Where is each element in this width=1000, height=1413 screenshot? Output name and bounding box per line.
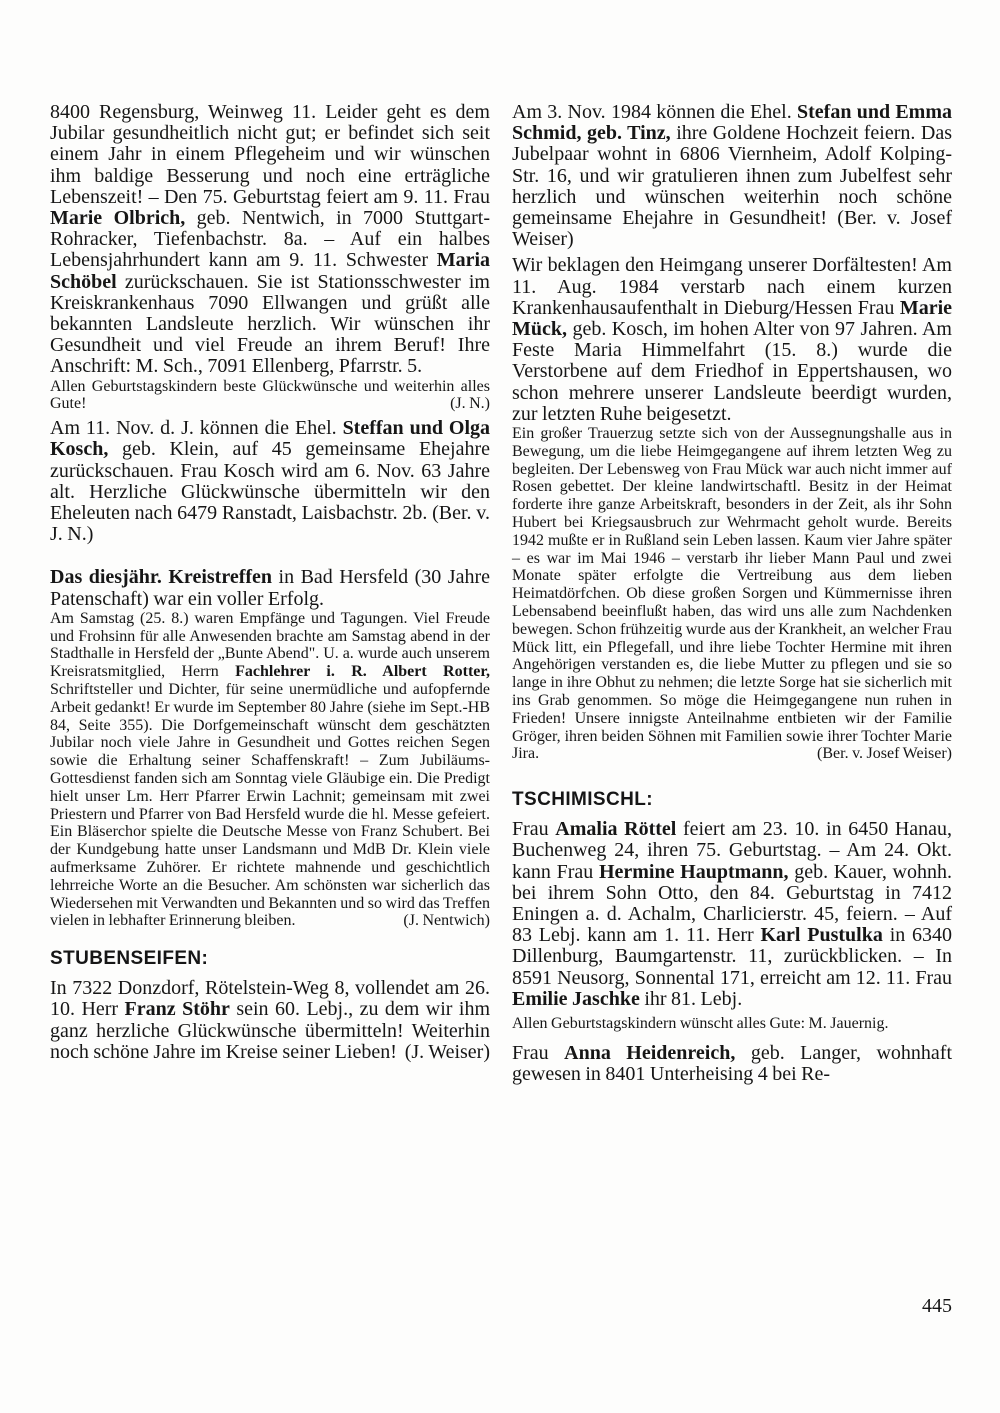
title-kreistreffen: Das diesjähr. Kreistreffen — [50, 566, 273, 589]
paragraph-greetings-jn: Allen Geburtstagskindern beste Glückwünsche und weiterhin alles Gute! (J. N.) — [50, 377, 490, 413]
paragraph-kreistreffen: Das diesjähr. Kreistreffen in Bad Hersfeld (30 Jahre Patenschaft) war ein voller Erfolg. — [50, 566, 490, 610]
paragraph-kosch: Am 11. Nov. d. J. können die Ehel. Steffan und Olga Kosch, geb. Klein, auf 45 gemeinsame Ehejahre zurückschauen. Frau Kosch wird am 6. Nov. 63 Jahre alt. Herzliche Glückwünsche übermitteln wir den Eheleuten nach 6479 Ranstadt, Laisbachstr. 2b. (Ber. v. J. N.) — [50, 417, 491, 546]
page-number: 445 — [922, 1295, 952, 1317]
section-heading-stubenseifen: STUBENSEIFEN: — [50, 948, 209, 970]
name-anna-heidenreich: Anna Heidenreich, — [564, 1041, 736, 1064]
paragraph-greetings-jauernig: Allen Geburtstagskindern wünscht alles Gute: M. Jauernig. — [512, 1015, 889, 1033]
signature: (Ber. v. Josef Weiser) — [817, 745, 952, 763]
name-marie-mueck: Marie Mück, — [512, 296, 952, 341]
paragraph-stoehr: In 7322 Donzdorf, Rötelstein-Weg 8, vollendet am 26. 10. Herr Franz Stöhr sein 60. Lebj., zu dem wir ihm ganz herzliche Glückwünsche übermitteln! Weiterhin noch schöne Jahre im Kreise seiner Lieben! (J. Weiser) — [50, 977, 491, 1063]
name-franz-stoehr: Franz Stöhr — [124, 998, 230, 1021]
paragraph-kreistreffen-report: Am Samstag (25. 8.) waren Empfänge und Tagungen. Viel Freude und Frohsinn für alle Anwesenden brachte am Samstag abend in der Stadthalle in Hersfeld der „Bunte Abend". U. a. wurde auch unserem Kreisratsmitglied, Herrn Fachlehrer i. R. Albert Rotter, Schriftsteller und Dichter, für seine unermüdliche und aufopfernde Arbeit gedankt! Er wurde im September 80 Jahre (siehe im Sept.-HB 84, Seite 355). Die Dorfgemeinschaft wünscht dem geschätzten Jubilar noch viele Jahre in Gesundheit und Gottes reichen Segen sowie die Erhaltung seiner Schaffenskraft! – Zum Jubiläums-Gottesdienst fanden sich am Sonntag viele Gläubige ein. Die Predigt hielt unser Lm. Herr Pfarrer Erwin Lachnit; gemeinsam mit zwei Priestern und Pfarrer von Bad Hersfeld wurde die hl. Messe gefeiert. Ein Bläserchor spielte die Deutsche Messe von Franz Schubert. Bei der Kundgebung hatte unser Landsmann und MdB Dr. Klein viele aufmerksame Zuhörer. Er richtete mahnende und geschichtlich lehrreiche Worte an die Besucher. Am schönsten war sicherlich das Wiedersehen mit Verwandten und Bekannten und so wird das Treffen vielen in lebhafter Erinnerung bleiben. (J. Nentwich) — [50, 609, 490, 930]
name-stefan-emma-schmid: Stefan und Emma Schmid, geb. Tinz, — [512, 101, 953, 145]
paragraph-tschimischl-birthdays: Frau Amalia Röttel feiert am 23. 10. in 6450 Hanau, Buchenweg 24, ihren 75. Geburtstag. – Am 24. Okt. kann Frau Hermine Hauptmann, geb. Kauer, wohnh. bei ihrem Sohn Otto, den 84. Geburtstag in 7412 Eningen a. d. Achalm, Charlicierstr. 45, feiern. – Auf 83 Lebj. kann am 1. 11. Herr Karl Pustulka in 6340 Dillenburg, Baumgartenstr. 11, zurückblicken. – In 8591 Neusorg, Sonnental 171, erreicht am 12. 11. Frau Emilie Jaschke ihr 81. Lebj. — [512, 818, 953, 1010]
signature: (J. N.) — [450, 395, 490, 413]
signature: (J. Nentwich) — [403, 912, 490, 930]
paragraph-mueck-obituary: Wir beklagen den Heimgang unserer Dorfältesten! Am 11. Aug. 1984 verstarb nach einem kurzen Krankenhausaufenthalt in Dieburg/Hessen Frau Marie Mück, geb. Kosch, im hohen Alter von 97 Jahren. Am Feste Maria Himmelfahrt (15. 8.) wurde die Verstorbene auf dem Friedhof in Eppertshausen, wo schon mehrere unserer Landsleute beerdigt wurden, zur letzten Ruhe beigesetzt. — [512, 254, 952, 425]
name-maria-schoebel: Maria Schöbel — [50, 249, 490, 293]
name-steffan-olga-kosch: Steffan und Olga Kosch, — [50, 417, 490, 461]
name-amalia-roettel: Amalia Röttel — [555, 818, 677, 841]
right-column — [512, 102, 952, 1085]
paragraph-olbrich-schoebel: 8400 Regensburg, Weinweg 11. Leider geht es dem Jubilar gesundheitlich nicht gut; er befindet sich seit einem Jahr in einem Pflegeheim und wir wünschen ihm baldige Besserung und noch eine erträgliche Lebenszeit! – Den 75. Geburtstag feiert am 9. 11. Frau Marie Olbrich, geb. Nentwich, in 7000 Stuttgart-Rohracker, Tiefenbachstr. 8a. – Auf ein halbes Lebensjahrhundert kann am 9. 11. Schwester Maria Schöbel zurückschauen. Sie ist Stationsschwester im Kreiskrankenhaus 7090 Ellwangen und grüßt alle bekannten Landsleute herzlich. Wir wünschen ihr Gesundheit und viel Freude an ihrem Beruf! Ihre Anschrift: M. Sch., 7091 Ellenberg, Pfarrstr. 5. — [50, 101, 491, 378]
signature: (J. Weiser) — [404, 1040, 490, 1063]
paragraph-schmid: Am 3. Nov. 1984 können die Ehel. Stefan und Emma Schmid, geb. Tinz, ihre Goldene Hochzeit feiern. Das Jubelpaar wohnt in 6806 Viernheim, Adolf Kolping-Str. 16, und wir gratulieren ihnen zum Jubelfest sehr herzlich und wünschen weiterhin noch schöne gemeinsame Ehejahre in Gesundheit! (Ber. v. Josef Weiser) — [512, 101, 953, 251]
paragraph-mueck-life: Ein großer Trauerzug setzte sich von der Aussegnungshalle aus in Bewegung, um die liebe Heimgegangene auf ihrem letzten Weg zu begleiten. Der Lebensweg von Frau Mück war auch nicht immer auf Rosen gebettet. Der kleine landwirtschaftl. Besitz in der Heimat forderte ihre ganze Arbeitskraft, besonders in der Zeit, als ihr Sohn Hubert bei Kriegsausbruch zur Wehrmacht geholt wurde. Bereits 1942 mußte er in Rußland sein Leben lassen. Kaum vier Jahre später – es war im Mai 1946 – verstarb ihr lieber Mann Paul und zwei Monate später erfolgte die Vertreibung aus dem lieben Heimatdörfchen. Ob diese großen Sorgen und Kümmernisse ihren Lebensabend beeinflußt haben, das wird uns alle zum Nachdenken bewegen. Schon frühzeitig wurde aus der Krankheit, an welcher Frau Mück litt, ein Pflegefall, und ihre liebe Tochter Hermine mit ihren Angehörigen verstanden es, die liebe Mutter zu pflegen und sie so lange in ihre Obhut zu nehmen; die letzte Sorge hat sie sicherlich mit ins Grab genommen. So möge die Heimgegangene nun ruhen in Frieden! Unsere innigste Anteilnahme entbieten wir der Familie Gröger, ihren beiden Söhnen mit Familien sowie ihrer Tochter Marie Jira. (Ber. v. Josef Weiser) — [512, 425, 952, 763]
name-karl-pustulka: Karl Pustulka — [760, 924, 883, 947]
left-column — [50, 102, 490, 1063]
name-albert-rotter: Fachlehrer i. R. Albert Rotter, — [235, 663, 490, 681]
name-emilie-jaschke: Emilie Jaschke — [512, 987, 640, 1010]
paragraph-heidenreich: Frau Anna Heidenreich, geb. Langer, wohnhaft gewesen in 8401 Unterheising 4 bei Re- — [512, 1041, 952, 1086]
name-marie-olbrich: Marie Olbrich, — [50, 207, 186, 230]
section-heading-tschimischl: TSCHIMISCHL: — [512, 789, 653, 811]
name-hermine-hauptmann: Hermine Hauptmann, — [598, 860, 789, 883]
